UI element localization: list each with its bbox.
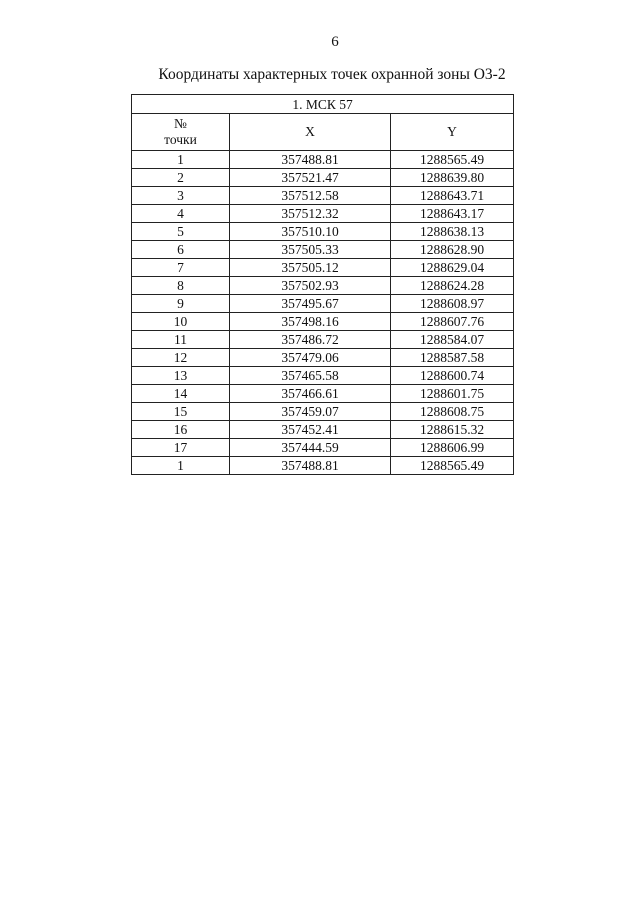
x-coordinate-cell: 357521.47 xyxy=(230,169,391,187)
point-word: точки xyxy=(164,132,197,147)
table-row xyxy=(132,457,514,475)
x-coordinate-cell: 357512.58 xyxy=(230,187,391,205)
table-header-row xyxy=(132,114,514,151)
coordinates-table xyxy=(131,94,514,475)
y-coordinate-cell: 1288624.28 xyxy=(391,277,514,295)
y-coordinate-cell: 1288639.80 xyxy=(391,169,514,187)
y-coordinate-cell: 1288601.75 xyxy=(391,385,514,403)
table-row xyxy=(132,277,514,295)
y-coordinate-cell: 1288643.71 xyxy=(391,187,514,205)
point-number-cell: 8 xyxy=(132,277,230,295)
x-coordinate-cell: 357466.61 xyxy=(230,385,391,403)
point-number-cell: 3 xyxy=(132,187,230,205)
table-row xyxy=(132,295,514,313)
y-coordinate-cell: 1288565.49 xyxy=(391,457,514,475)
x-coordinate-cell: 357465.58 xyxy=(230,367,391,385)
table-row xyxy=(132,367,514,385)
document-title: Координаты характерных точек охранной зоны О3-2 xyxy=(158,66,506,83)
point-number-cell: 16 xyxy=(132,421,230,439)
table-row xyxy=(132,169,514,187)
y-coordinate-cell: 1288608.75 xyxy=(391,403,514,421)
table-row xyxy=(132,331,514,349)
point-number-cell: 2 xyxy=(132,169,230,187)
y-coordinate-cell: 1288587.58 xyxy=(391,349,514,367)
y-coordinate-cell: 1288607.76 xyxy=(391,313,514,331)
y-header: Y xyxy=(391,114,514,151)
y-coordinate-cell: 1288629.04 xyxy=(391,259,514,277)
table-row xyxy=(132,223,514,241)
y-coordinate-cell: 1288608.97 xyxy=(391,295,514,313)
table-row xyxy=(132,205,514,223)
x-coordinate-cell: 357498.16 xyxy=(230,313,391,331)
point-number-cell: 6 xyxy=(132,241,230,259)
point-number-cell: 9 xyxy=(132,295,230,313)
table-row xyxy=(132,385,514,403)
x-coordinate-cell: 357486.72 xyxy=(230,331,391,349)
table-row xyxy=(132,151,514,169)
y-coordinate-cell: 1288565.49 xyxy=(391,151,514,169)
x-coordinate-cell: 357452.41 xyxy=(230,421,391,439)
point-number-cell: 15 xyxy=(132,403,230,421)
coordinate-system-label: 1. МСК 57 xyxy=(132,95,514,114)
table-row xyxy=(132,349,514,367)
table-row xyxy=(132,259,514,277)
point-number-cell: 4 xyxy=(132,205,230,223)
point-number-cell: 14 xyxy=(132,385,230,403)
x-coordinate-cell: 357459.07 xyxy=(230,403,391,421)
point-number-cell: 1 xyxy=(132,151,230,169)
point-number-cell: 17 xyxy=(132,439,230,457)
y-coordinate-cell: 1288638.13 xyxy=(391,223,514,241)
x-coordinate-cell: 357502.93 xyxy=(230,277,391,295)
x-header: X xyxy=(230,114,391,151)
table-row xyxy=(132,403,514,421)
point-number-cell: 11 xyxy=(132,331,230,349)
table-row xyxy=(132,439,514,457)
table-row xyxy=(132,313,514,331)
page-number: 6 xyxy=(331,34,339,50)
x-coordinate-cell: 357495.67 xyxy=(230,295,391,313)
number-sign: № xyxy=(174,116,187,131)
x-coordinate-cell: 357505.33 xyxy=(230,241,391,259)
table-row xyxy=(132,241,514,259)
point-number-cell: 7 xyxy=(132,259,230,277)
point-number-cell: 13 xyxy=(132,367,230,385)
x-coordinate-cell: 357444.59 xyxy=(230,439,391,457)
coordinates-table-body xyxy=(132,151,514,475)
point-number-cell: 1 xyxy=(132,457,230,475)
point-number-cell: 5 xyxy=(132,223,230,241)
y-coordinate-cell: 1288600.74 xyxy=(391,367,514,385)
coordinate-system-row xyxy=(132,95,514,114)
x-coordinate-cell: 357505.12 xyxy=(230,259,391,277)
x-coordinate-cell: 357488.81 xyxy=(230,151,391,169)
x-coordinate-cell: 357479.06 xyxy=(230,349,391,367)
point-number-header xyxy=(132,114,230,151)
y-coordinate-cell: 1288628.90 xyxy=(391,241,514,259)
y-coordinate-cell: 1288643.17 xyxy=(391,205,514,223)
point-number-cell: 12 xyxy=(132,349,230,367)
x-coordinate-cell: 357512.32 xyxy=(230,205,391,223)
y-coordinate-cell: 1288606.99 xyxy=(391,439,514,457)
point-number-cell: 10 xyxy=(132,313,230,331)
x-coordinate-cell: 357488.81 xyxy=(230,457,391,475)
table-row xyxy=(132,187,514,205)
x-coordinate-cell: 357510.10 xyxy=(230,223,391,241)
y-coordinate-cell: 1288615.32 xyxy=(391,421,514,439)
y-coordinate-cell: 1288584.07 xyxy=(391,331,514,349)
table-row xyxy=(132,421,514,439)
